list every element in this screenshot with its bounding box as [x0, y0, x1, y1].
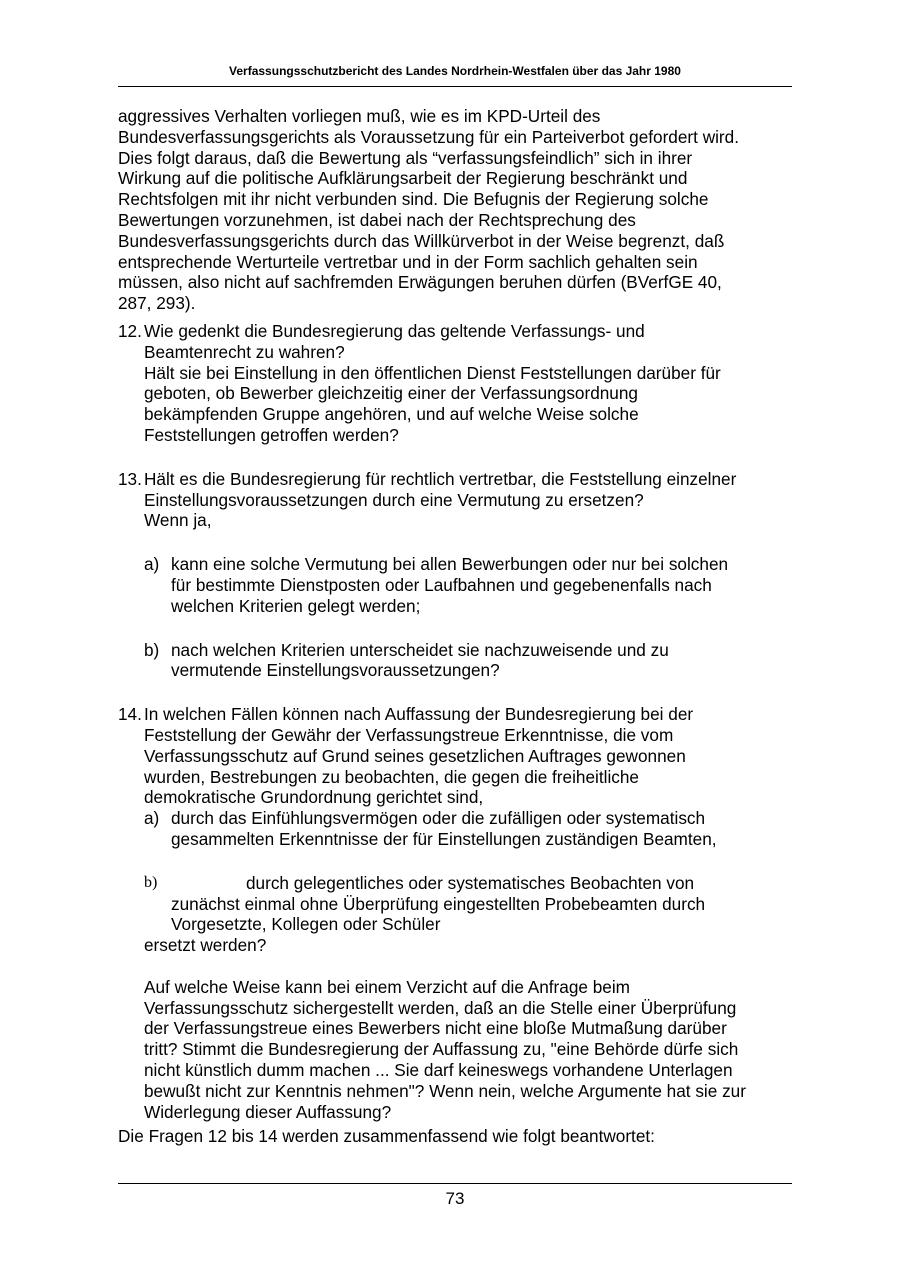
- part-line: vermutende Einstellungsvoraussetzungen?: [171, 660, 500, 681]
- follow-up-line: bewußt nicht zur Kenntnis nehmen"? Wenn nein, welche Argumente hat sie zur: [144, 1080, 746, 1101]
- follow-up-line: Widerlegung dieser Auffassung?: [144, 1101, 392, 1122]
- part-line: durch gelegentliches oder systematisches Beobachten von: [246, 872, 695, 893]
- intro-line: Wirkung auf die politische Aufklärungsarbeit der Regierung beschränkt und: [118, 168, 688, 189]
- question-line: bekämpfenden Gruppe angehören, und auf welche Weise solche: [144, 404, 639, 425]
- header-divider: [118, 86, 792, 87]
- question-14-follow-up: [144, 977, 792, 1123]
- intro-line: entsprechende Werturteile vertretbar und in der Form sachlich gehalten sein: [118, 251, 698, 272]
- running-header: Verfassungsschutzbericht des Landes Nordrhein-Westfalen über das Jahr 1980: [229, 64, 681, 78]
- follow-up-line: Verfassungsschutz sichergestellt werden, daß an die Stelle einer Überprüfung: [144, 997, 737, 1018]
- question-number: 13.: [118, 468, 142, 489]
- question-12: [118, 321, 792, 446]
- question-line: Hält es die Bundesregierung für rechtlich vertretbar, die Feststellung einzelner: [144, 468, 737, 489]
- question-13-part-b: [144, 640, 792, 682]
- question-number: 14.: [118, 704, 142, 725]
- closing-statement: Die Fragen 12 bis 14 werden zusammenfassend wie folgt beantwortet:: [118, 1126, 655, 1147]
- part-line: für bestimmte Dienstposten oder Laufbahnen und gegebenenfalls nach: [171, 574, 712, 595]
- question-line: Einstellungsvoraussetzungen durch eine Vermutung zu ersetzen?: [144, 489, 644, 510]
- question-line: Feststellung der Gewähr der Verfassungstreue Erkenntnisse, die vom: [144, 724, 674, 745]
- question-14-part-b: [144, 873, 792, 935]
- question-line: Verfassungsschutz auf Grund seines gesetzlichen Auftrages gewonnen: [144, 745, 686, 766]
- question-line: wurden, Bestrebungen zu beobachten, die gegen die freiheitliche: [144, 766, 639, 787]
- question-line: geboten, ob Bewerber gleichzeitig einer der Verfassungsordnung: [144, 383, 638, 404]
- intro-line: Dies folgt daraus, daß die Bewertung als “verfassungsfeindlich” sich in ihrer: [118, 147, 693, 168]
- question-line: Hält sie bei Einstellung in den öffentlichen Dienst Feststellungen darüber für: [144, 362, 721, 383]
- intro-line: müssen, also nicht auf sachfremden Erwägungen beruhen dürfen (BVerfGE 40,: [118, 272, 722, 293]
- follow-up-line: Auf welche Weise kann bei einem Verzicht auf die Anfrage beim: [144, 976, 630, 997]
- follow-up-line: nicht künstlich dumm machen ... Sie darf keineswegs vorhandene Unterlagen: [144, 1060, 733, 1081]
- intro-line: Bundesverfassungsgerichts als Voraussetzung für ein Parteiverbot gefordert wird.: [118, 126, 739, 147]
- question-line: demokratische Grundordnung gerichtet sind,: [144, 787, 484, 808]
- page-number: 73: [445, 1189, 465, 1208]
- question-line: Beamtenrecht zu wahren?: [144, 341, 345, 362]
- part-line: durch das Einfühlungsvermögen oder die zufälligen oder systematisch: [171, 808, 706, 829]
- question-13: [118, 469, 792, 681]
- part-line: welchen Kriterien gelegt werden;: [171, 595, 421, 616]
- footer-divider: [118, 1183, 792, 1184]
- question-line: Wie gedenkt die Bundesregierung das geltende Verfassungs- und: [144, 320, 645, 341]
- intro-line: 287, 293).: [118, 293, 196, 314]
- question-line: Feststellungen getroffen werden?: [144, 424, 399, 445]
- part-label: b): [144, 873, 158, 891]
- page-body: [118, 106, 792, 1147]
- question-number: 12.: [118, 320, 142, 341]
- part-line: kann eine solche Vermutung bei allen Bewerbungen oder nur bei solchen: [171, 554, 729, 575]
- part-line: Vorgesetzte, Kollegen oder Schüler: [171, 914, 441, 935]
- intro-line: Bundesverfassungsgerichts durch das Willkürverbot in der Weise begrenzt, daß: [118, 230, 725, 251]
- intro-line: Bewertungen vorzunehmen, ist dabei nach der Rechtsprechung des: [118, 209, 636, 230]
- part-label: a): [144, 554, 160, 575]
- question-line: Wenn ja,: [144, 510, 212, 531]
- intro-line: aggressives Verhalten vorliegen muß, wie es im KPD-Urteil des: [118, 106, 601, 126]
- part-line: gesammelten Erkenntnisse der für Einstellungen zuständigen Beamten,: [171, 828, 717, 849]
- part-label: a): [144, 808, 160, 829]
- part-line: nach welchen Kriterien unterscheidet sie nachzuweisende und zu: [171, 639, 669, 660]
- intro-paragraph: [118, 106, 792, 314]
- question-14: [118, 704, 792, 1122]
- question-line: In welchen Fällen können nach Auffassung der Bundesregierung bei der: [144, 704, 694, 725]
- question-14-part-a: [144, 808, 792, 850]
- part-label: b): [144, 639, 160, 660]
- intro-line: Rechtsfolgen mit ihr nicht verbunden sind. Die Befugnis der Regierung solche: [118, 189, 709, 210]
- question-14-tail: ersetzt werden?: [144, 935, 267, 956]
- question-13-part-a: [144, 554, 792, 616]
- part-line: zunächst einmal ohne Überprüfung eingestellten Probebeamten durch: [171, 893, 706, 914]
- follow-up-line: tritt? Stimmt die Bundesregierung der Auffassung zu, "eine Behörde dürfe sich: [144, 1039, 739, 1060]
- follow-up-line: der Verfassungstreue eines Bewerbers nicht eine bloße Mutmaßung darüber: [144, 1018, 727, 1039]
